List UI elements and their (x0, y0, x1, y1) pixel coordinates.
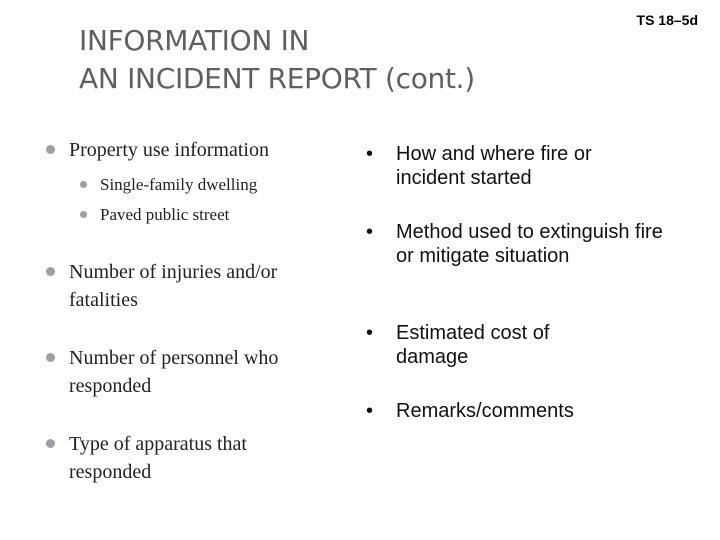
bullet-dot-icon (80, 181, 87, 188)
title-line-1: INFORMATION IN (79, 24, 310, 57)
sub-item-single-family: Single-family dwelling (80, 174, 257, 196)
title-line-2: AN INCIDENT REPORT (cont.) (79, 62, 475, 95)
left-item-injuries: Number of injuries and/or fatalities (46, 258, 316, 314)
left-item-apparatus: Type of apparatus that responded (46, 430, 286, 486)
bullet-dot-icon (46, 353, 55, 362)
bullet-dot-icon (80, 211, 87, 218)
right-item-cost: • Estimated cost of damage (366, 322, 550, 368)
slide-number: TS 18–5d (636, 12, 698, 28)
slide-title (79, 22, 475, 98)
right-item-method: • Method used to extinguish fire or mitigate situation (366, 221, 663, 267)
left-item-property-use: Property use information (46, 136, 336, 164)
bullet-icon: • (366, 400, 374, 422)
bullet-icon: • (366, 143, 374, 165)
left-item-personnel: Number of personnel who responded (46, 344, 316, 400)
bullet-dot-icon (46, 439, 55, 448)
bullet-icon: • (366, 221, 374, 243)
bullet-icon: • (366, 322, 374, 344)
right-item-how-where: • How and where fire or incident started (366, 143, 592, 189)
sub-item-paved-street: Paved public street (80, 204, 229, 226)
bullet-dot-icon (46, 145, 55, 154)
right-item-remarks: • Remarks/comments (366, 400, 574, 422)
bullet-dot-icon (46, 267, 55, 276)
